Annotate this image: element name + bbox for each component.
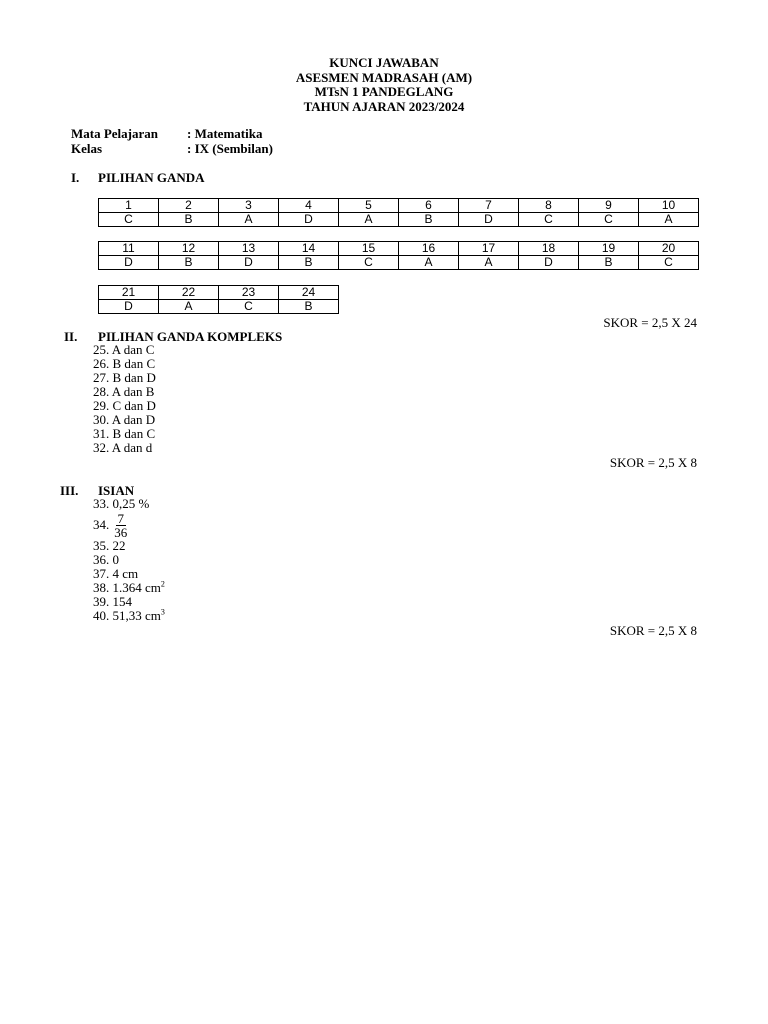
- table-cell: 13: [219, 242, 279, 256]
- section-2-list: [93, 343, 156, 455]
- table-cell: 6: [399, 199, 459, 213]
- list-item: 30. A dan D: [93, 412, 156, 427]
- table-2-numbers-row: [99, 242, 699, 256]
- superscript: 3: [160, 607, 165, 617]
- table-cell: 10: [639, 199, 699, 213]
- table-cell: A: [459, 256, 519, 270]
- fraction-numerator: 7: [117, 510, 124, 526]
- list-item: 37. 4 cm: [93, 566, 139, 581]
- section-1-score: SKOR = 2,5 X 24: [603, 315, 697, 330]
- table-cell: 23: [219, 286, 279, 300]
- table-cell: A: [339, 213, 399, 227]
- table-cell: D: [219, 256, 279, 270]
- table-cell: A: [639, 213, 699, 227]
- table-cell: B: [579, 256, 639, 270]
- table-cell: B: [279, 300, 339, 314]
- table-1-numbers-row: [99, 199, 699, 213]
- table-cell: B: [159, 256, 219, 270]
- table-cell: 9: [579, 199, 639, 213]
- table-cell: 17: [459, 242, 519, 256]
- answer-table-3: [98, 285, 339, 314]
- section-2-number: II.: [64, 329, 78, 344]
- table-cell: C: [639, 256, 699, 270]
- table-cell: 12: [159, 242, 219, 256]
- table-cell: 5: [339, 199, 399, 213]
- list-item: 26. B dan C: [93, 356, 156, 371]
- table-cell: 21: [99, 286, 159, 300]
- table-cell: D: [99, 300, 159, 314]
- document-meta: [71, 127, 273, 156]
- fraction-denominator: 36: [114, 524, 128, 540]
- table-cell: C: [99, 213, 159, 227]
- section-1-number: I.: [71, 170, 80, 185]
- table-cell: 1: [99, 199, 159, 213]
- list-item: 29. C dan D: [93, 398, 156, 413]
- item-38-text: 38. 1.364 cm: [93, 580, 161, 595]
- table-cell: 24: [279, 286, 339, 300]
- answer-table-1: [98, 198, 699, 227]
- table-cell: 4: [279, 199, 339, 213]
- class-value: : IX (Sembilan): [187, 140, 273, 156]
- table-cell: B: [399, 213, 459, 227]
- section-3-score: SKOR = 2,5 X 8: [609, 623, 697, 638]
- table-1-answers-row: [99, 213, 699, 227]
- meta-subject: [71, 127, 273, 142]
- section-1-title: PILIHAN GANDA: [98, 170, 205, 185]
- table-cell: C: [219, 300, 279, 314]
- item-40-text: 40. 51,33 cm: [93, 608, 161, 623]
- table-cell: 20: [639, 242, 699, 256]
- class-label: Kelas: [71, 140, 103, 156]
- table-cell: C: [339, 256, 399, 270]
- subject-label: Mata Pelajaran: [71, 126, 159, 141]
- header-school: MTsN 1 PANDEGLANG: [314, 84, 454, 99]
- table-cell: 19: [579, 242, 639, 256]
- table-cell: 14: [279, 242, 339, 256]
- section-2-score: SKOR = 2,5 X 8: [609, 455, 697, 470]
- table-cell: C: [579, 213, 639, 227]
- section-3-title: ISIAN: [98, 483, 135, 498]
- list-item: [93, 581, 165, 595]
- list-item: 39. 154: [93, 594, 132, 609]
- table-3-answers-row: [99, 300, 339, 314]
- table-cell: 8: [519, 199, 579, 213]
- table-cell: B: [279, 256, 339, 270]
- subject-value: : Matematika: [187, 126, 263, 141]
- list-item: 28. A dan B: [93, 384, 155, 399]
- table-3-numbers-row: [99, 286, 339, 300]
- table-cell: C: [519, 213, 579, 227]
- table-cell: D: [99, 256, 159, 270]
- table-cell: 18: [519, 242, 579, 256]
- list-item: 32. A dan d: [93, 440, 153, 455]
- table-cell: A: [159, 300, 219, 314]
- table-cell: 7: [459, 199, 519, 213]
- table-cell: 22: [159, 286, 219, 300]
- list-item: 27. B dan D: [93, 370, 156, 385]
- table-cell: D: [519, 256, 579, 270]
- header-year: TAHUN AJARAN 2023/2024: [303, 98, 465, 114]
- table-cell: 11: [99, 242, 159, 256]
- list-item: [93, 609, 165, 623]
- list-item: 35. 22: [93, 538, 126, 553]
- table-cell: 3: [219, 199, 279, 213]
- table-cell: 2: [159, 199, 219, 213]
- table-cell: A: [399, 256, 459, 270]
- list-item: 25. A dan C: [93, 342, 155, 357]
- header-title: KUNCI JAWABAN: [329, 55, 439, 70]
- list-item: 33. 0,25 %: [93, 496, 150, 511]
- table-cell: A: [219, 213, 279, 227]
- answer-table-2: [98, 241, 699, 270]
- table-cell: 15: [339, 242, 399, 256]
- list-item: 31. B dan C: [93, 426, 156, 441]
- table-cell: D: [459, 213, 519, 227]
- list-item: 36. 0: [93, 552, 119, 567]
- list-item-fraction: [93, 511, 165, 539]
- superscript: 2: [160, 579, 165, 589]
- section-3-number: III.: [60, 483, 79, 498]
- document-header: [0, 56, 768, 114]
- section-2-title: PILIHAN GANDA KOMPLEKS: [98, 329, 283, 344]
- section-1-heading: [71, 170, 205, 186]
- table-cell: 16: [399, 242, 459, 256]
- section-3-list: [93, 497, 165, 623]
- table-2-answers-row: [99, 256, 699, 270]
- table-cell: D: [279, 213, 339, 227]
- meta-class: [71, 142, 273, 157]
- header-exam: ASESMEN MADRASAH (AM): [295, 69, 473, 85]
- table-cell: B: [159, 213, 219, 227]
- fraction: [112, 512, 129, 539]
- item-34-number: 34.: [93, 517, 110, 532]
